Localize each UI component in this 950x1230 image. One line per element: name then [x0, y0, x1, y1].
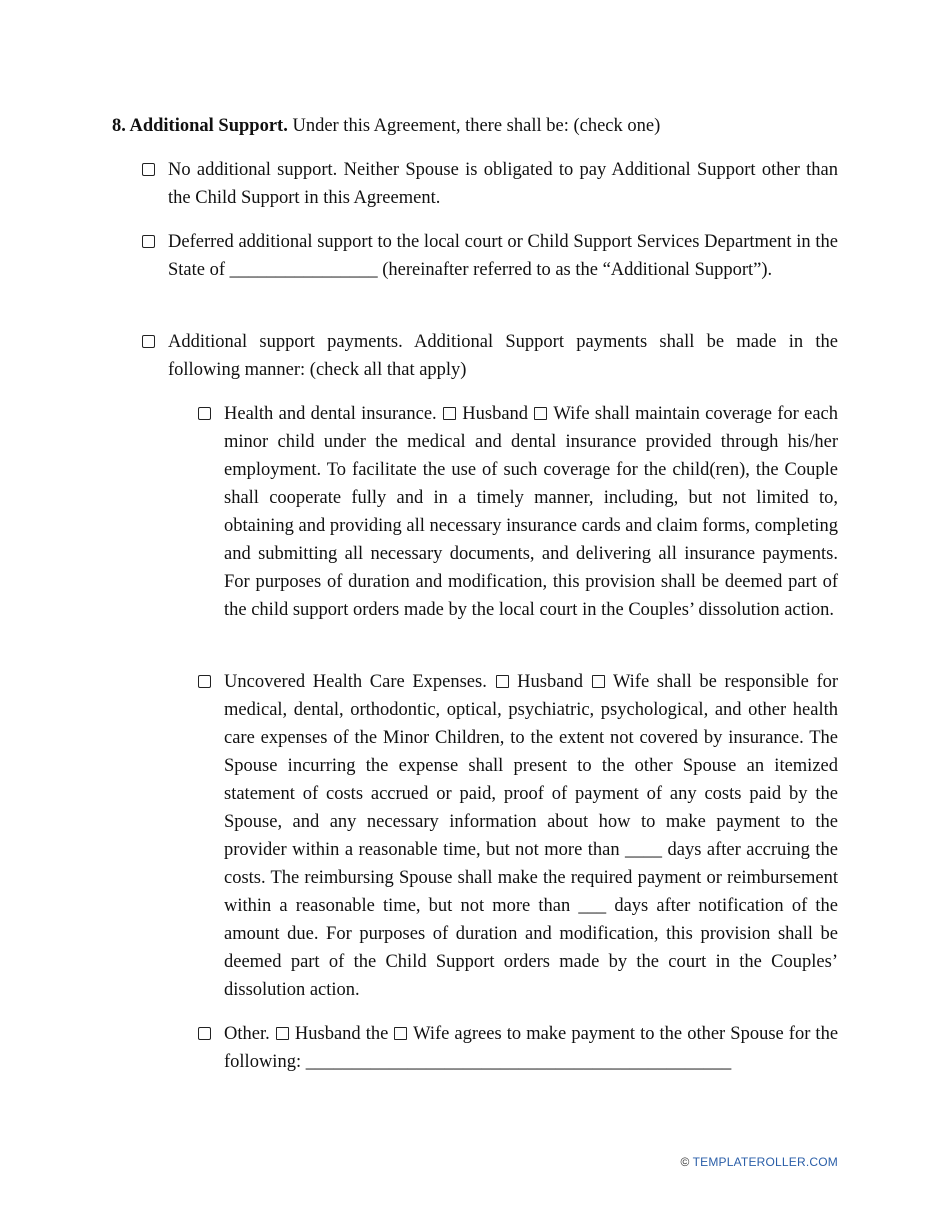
section-title: 8. Additional Support. — [112, 116, 288, 136]
suboption-lead: Uncovered Health Care Expenses. — [224, 672, 487, 692]
option-text: No additional support. Neither Spouse is obligated to pay Additional Support other than the Child Support in this Agreement. — [168, 160, 838, 208]
option-text: Deferred additional support to the local court or Child Support Services Department in the State of ________________ (hereinafter referred to as the “Additional Support”). — [168, 232, 838, 280]
checkbox-uncovered-expenses[interactable] — [198, 675, 211, 688]
suboption-other — [224, 1020, 838, 1076]
checkbox-other[interactable] — [198, 1027, 211, 1040]
husband-label: Husband — [517, 672, 583, 692]
checkbox-health-dental-insurance[interactable] — [198, 407, 211, 420]
checkbox-husband-uncovered[interactable] — [496, 675, 509, 688]
option-no-additional-support — [168, 156, 838, 212]
suboption-body: Wife shall be responsible for medical, dental, orthodontic, optical, psychiatric, psychological, and other health care expenses of the Minor Children, to the extent not covered by insurance. The Spouse incurring the expense shall present to the other Spouse an itemized statement of costs accrued or paid, proof of payment of any costs paid by the Spouse, and any necessary information about how to make payment to the provider within a reasonable time, but not more than ____ days after accruing the costs. The reimbursing Spouse shall make the required payment or reimbursement within a reasonable time, but not more than ___ days after notification of the amount due. For purposes of duration and modification, this provision shall be deemed part of the Child Support orders made by the court in the Couples’ dissolution action. — [224, 672, 839, 1000]
husband-label: Husband — [462, 404, 529, 424]
option-text: Additional support payments. Additional Support payments shall be made in the following manner: (check all that apply) — [168, 332, 838, 380]
copyright-symbol: © — [680, 1155, 690, 1169]
suboption-lead: Health and dental insurance. — [224, 404, 437, 424]
footer-credit — [681, 1155, 838, 1169]
templateroller-link[interactable]: TEMPLATEROLLER.COM — [692, 1155, 838, 1169]
checkbox-deferred-support[interactable] — [142, 235, 155, 248]
section-heading — [112, 112, 838, 140]
suboption-body: Wife agrees to make payment to the other Spouse for the following: ______________________________________________ — [224, 1024, 839, 1072]
checkbox-wife-insurance[interactable] — [534, 407, 547, 420]
suboption-health-dental-insurance — [224, 400, 838, 624]
checkbox-husband-other[interactable] — [276, 1027, 289, 1040]
suboption-body: Wife shall maintain coverage for each minor child under the medical and dental insurance provided through his/her employment. To facilitate the use of such coverage for the child(ren), the Couple shall cooperate fully and in a timely manner, including, but not limited to, obtaining and providing all necessary insurance cards and claim forms, completing and submitting all necessary documents, and delivering all insurance payments. For purposes of duration and modification, this provision shall be deemed part of the child support orders made by the local court in the Couples’ dissolution action. — [224, 404, 839, 620]
checkbox-additional-payments[interactable] — [142, 335, 155, 348]
checkbox-wife-uncovered[interactable] — [592, 675, 605, 688]
checkbox-wife-other[interactable] — [394, 1027, 407, 1040]
option-additional-payments — [168, 328, 838, 384]
option-deferred-support — [168, 228, 838, 284]
suboption-uncovered-expenses — [224, 668, 838, 1004]
husband-label: Husband the — [294, 1024, 389, 1044]
checkbox-no-additional-support[interactable] — [142, 163, 155, 176]
checkbox-husband-insurance[interactable] — [443, 407, 456, 420]
section-intro: Under this Agreement, there shall be: (check one) — [292, 116, 661, 136]
suboption-lead: Other. — [224, 1024, 270, 1044]
